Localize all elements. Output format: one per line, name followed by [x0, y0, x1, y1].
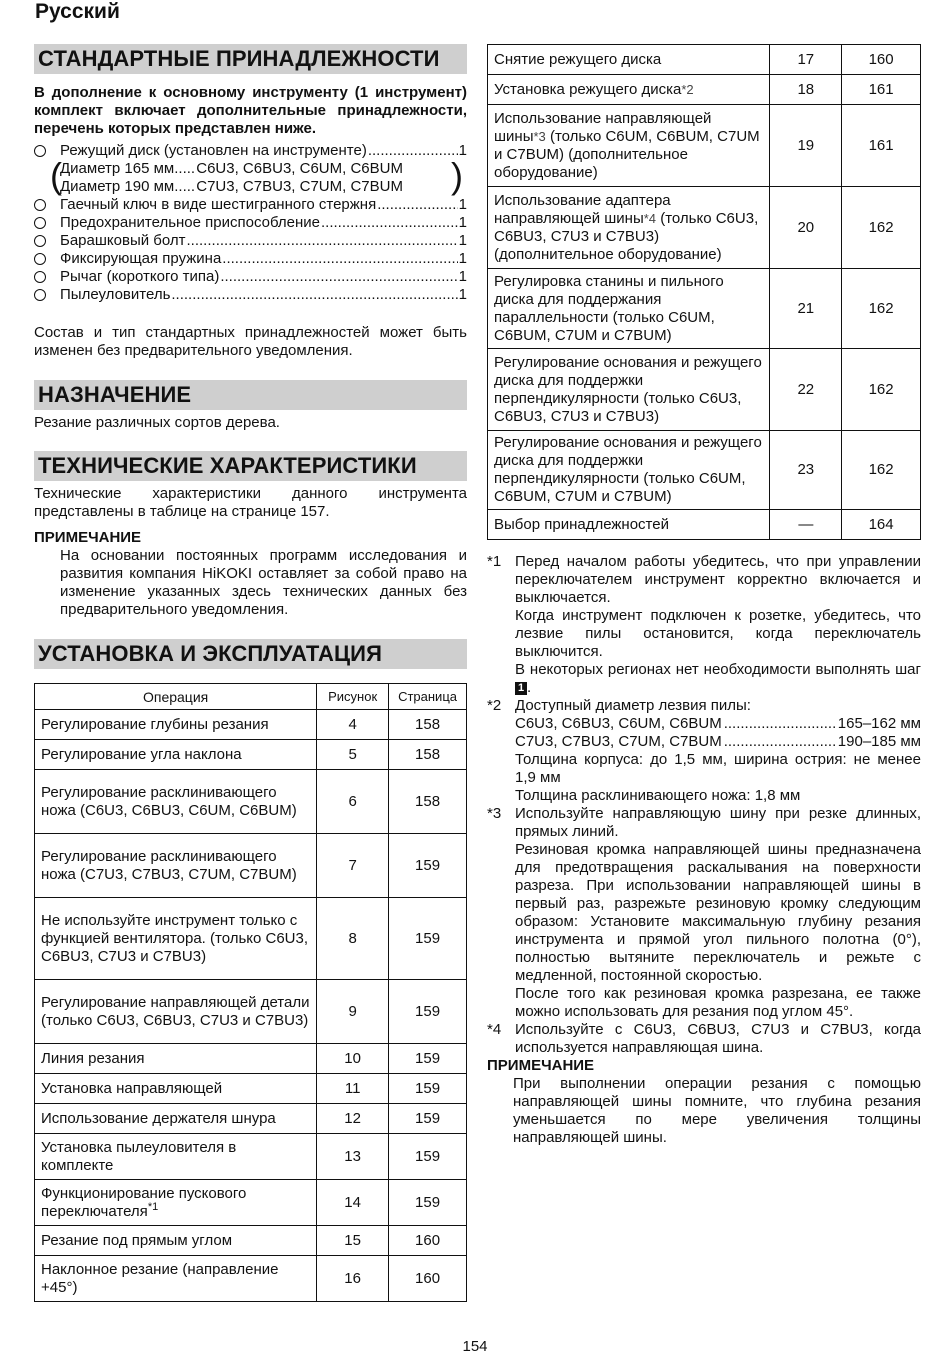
table-row: Регулирование направляющей детали (только C6U3, C6BU3, C7U3 и C7BU3) 9 159 — [35, 980, 467, 1044]
diameter-row: Диаметр 190 мм ........ C7U3, C7BU3, C7UM, C7BUM — [60, 178, 449, 196]
table-row: Установка режущего диска*2 18 161 — [488, 75, 921, 105]
operations-table-left — [34, 683, 467, 1302]
diameter-block: ( ) Диаметр 165 мм ........ C6U3, C6BU3, C6UM, C6BUM Диаметр 190 мм ........ C7U3, C7BU3, C7UM, C7BUM — [34, 160, 467, 196]
circle-bullet-icon — [34, 145, 46, 157]
note-title: ПРИМЕЧАНИЕ — [34, 529, 142, 546]
purpose-text: Резание различных сортов дерева. — [34, 414, 280, 431]
circle-bullet-icon — [34, 217, 46, 229]
heading-standard-accessories: СТАНДАРТНЫЕ ПРИНАДЛЕЖНОСТИ — [34, 44, 467, 74]
note-text: На основании постоянных программ исследования и развития компания HiKOKI оставляет за собой право на изменение указанных здесь технических данных без предварительного уведомления. — [60, 547, 467, 618]
table-header-row — [35, 684, 467, 710]
circle-bullet-icon — [34, 199, 46, 211]
table-row: Установка направляющей 11 159 — [35, 1074, 467, 1104]
circle-bullet-icon — [34, 253, 46, 265]
table-row: Функционирование пускового переключателя$^{*1}$ 14 159 — [35, 1180, 467, 1226]
table-row: Наклонное резание (направление +45°) 16 160 — [35, 1256, 467, 1302]
table-row: Регулировка станины и пильного диска для поддержания параллельности (только C6UM, C6BUM, C7UM и C7BUM) 21 162 — [488, 269, 921, 349]
table-row: Установка пылеуловителя в комплекте 13 159 — [35, 1134, 467, 1180]
footnote-ref: *1 — [147, 1200, 159, 1213]
table-row: Регулирование угла наклона 5 158 — [35, 740, 467, 770]
accessory-item: Режущий диск (установлен на инструменте) ..... 1 — [34, 142, 467, 160]
accessory-item: Рычаг (короткого типа) ..... 1 — [34, 268, 467, 286]
table-row: Регулирование глубины резания 4 158 — [35, 710, 467, 740]
footnote-ref: *2 — [681, 81, 694, 97]
accessories-list — [34, 142, 467, 304]
heading-purpose: НАЗНАЧЕНИЕ — [34, 380, 467, 410]
table-row: Использование направляющей шины*3 (только C6UM, C6BUM, C7UM и C7BUM) (дополнительное оборудование) 19 161 — [488, 105, 921, 187]
table-row: Линия резания 10 159 — [35, 1044, 467, 1074]
specifications-text: Технические характеристики данного инструмента представлены в таблице на странице 157. — [34, 485, 467, 520]
accessory-item: Барашковый болт ..... 1 — [34, 232, 467, 250]
footnote-1: *1 Перед началом работы убедитесь, что при управлении переключателем инструмент корректно включается и выключается. Когда инструмент подключен к розетке, убедитесь, что лезвие пилы остановится, когда переключатель выключится. В некоторых регионах нет необходимости выполнять шаг 1 . — [487, 553, 921, 696]
note-title: ПРИМЕЧАНИЕ — [487, 1057, 595, 1074]
table-row: Выбор принадлежностей — 164 — [488, 510, 921, 540]
accessories-change-note: Состав и тип стандартных принадлежностей может быть изменен без предварительного уведомления. — [34, 324, 467, 359]
header-operation: Операция — [35, 684, 317, 710]
left-column — [34, 44, 467, 1302]
table-row: Регулирование основания и режущего диска для поддержки перпендикулярности (только C6UM, C6BUM, C7UM и C7BUM) 23 162 — [488, 431, 921, 510]
accessory-item: Фиксирующая пружина ..... 1 — [34, 250, 467, 268]
accessory-item: Пылеуловитель ..... 1 — [34, 286, 467, 304]
language-label: Русский — [35, 0, 120, 23]
note-text: При выполнении операции резания с помощью направляющей шины помните, что глубина резания уменьшается по мере увеличения толщины направляющей шины. — [513, 1075, 921, 1146]
blade-diameter-row: C7U3, C7BU3, C7UM, C7BUM ..... 190–185 мм — [515, 733, 921, 751]
heading-specifications: ТЕХНИЧЕСКИЕ ХАРАКТЕРИСТИКИ — [34, 451, 467, 481]
table-row: Не используйте инструмент только с функцией вентилятора. (только C6U3, C6BU3, C7U3 и C7BU3) 8 159 — [35, 898, 467, 980]
header-figure: Рисунок — [317, 684, 389, 710]
step-number-badge: 1 — [515, 682, 527, 695]
table-row: Использование адаптера направляющей шины*4 (только C6U3, C6BU3, C7U3 и C7BU3) (дополнительное оборудование) 20 162 — [488, 187, 921, 269]
circle-bullet-icon — [34, 271, 46, 283]
diameter-row: Диаметр 165 мм ........ C6U3, C6BU3, C6UM, C6BUM — [60, 160, 449, 178]
header-page: Страница — [389, 684, 467, 710]
heading-installation: УСТАНОВКА И ЭКСПЛУАТАЦИЯ — [34, 639, 467, 669]
accessory-item: Гаечный ключ в виде шестигранного стержня ..... 1 — [34, 196, 467, 214]
accessories-intro: В дополнение к основному инструменту (1 инструмент) комплект включает дополнительные принадлежности, перечень которых представлен ниже. — [34, 84, 467, 137]
table-row: Резание под прямым углом 15 160 — [35, 1226, 467, 1256]
accessory-item: Предохранительное приспособление ..... 1 — [34, 214, 467, 232]
table-row: Регулирование расклинивающего ножа (C7U3, C7BU3, C7UM, C7BUM) 7 159 — [35, 834, 467, 898]
operations-table-right — [487, 44, 921, 540]
footnotes — [487, 553, 921, 1147]
table-row: Использование держателя шнура 12 159 — [35, 1104, 467, 1134]
footnote-4: *4 Используйте с C6U3, C6BU3, C7U3 и C7BU3, когда используется направляющая шина. — [487, 1021, 921, 1056]
footnote-2: *2 Доступный диаметр лезвия пилы: C6U3, C6BU3, C6UM, C6BUM ..... 165–162 мм C7U3, C7BU3, C7UM, C7BUM ..... 190–185 мм Толщина корпуса: до 1,5 мм, ширина острия: не менее 1,9 мм Толщина расклинивающего ножа: 1,8 мм — [487, 697, 921, 805]
circle-bullet-icon — [34, 289, 46, 301]
footnote-ref: *4 — [643, 210, 657, 226]
page-number: 154 — [462, 1338, 488, 1355]
table-row: Регулирование основания и режущего диска для поддержки перпендикулярности (только C6U3, C6BU3, C7U3 и C7BU3) 22 162 — [488, 349, 921, 431]
circle-bullet-icon — [34, 235, 46, 247]
table-row: Регулирование расклинивающего ножа (C6U3, C6BU3, C6UM, C6BUM) 6 158 — [35, 770, 467, 834]
blade-diameter-row: C6U3, C6BU3, C6UM, C6BUM ..... 165–162 мм — [515, 715, 921, 733]
table-row: Снятие режущего диска 17 160 — [488, 45, 921, 75]
right-column — [487, 44, 921, 1147]
footnote-3: *3 Используйте направляющую шину при резке длинных, прямых линий. Резиновая кромка направляющей шины предназначена для предотвращения раскалывания на поверхности разреза. При использовании направляющей шины в первый раз, разрежьте резиновую кромку следующим образом: Установите максимальную глубину резания инструмента и прямой угол пильного полотна (0°), полностью вытяните переключатель и режьте с медленной, постоянной скоростью. После того как резиновая кромка разрезана, ее также можно использовать для резания под углом 45°. — [487, 805, 921, 1020]
footnote-ref: *3 — [533, 128, 546, 144]
